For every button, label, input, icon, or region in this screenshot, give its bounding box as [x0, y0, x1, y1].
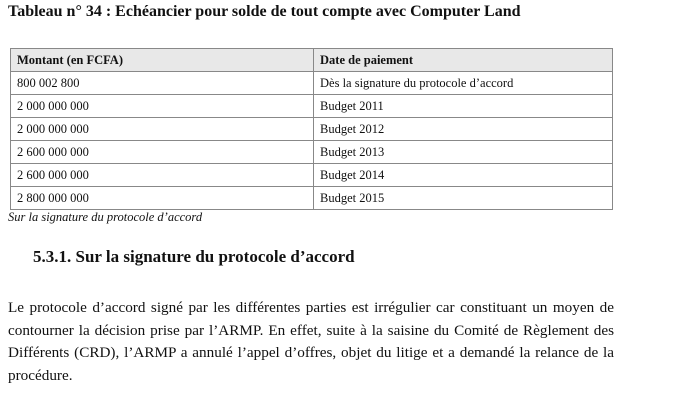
- table-header-row: [11, 49, 613, 72]
- payment-date-cell: Budget 2015: [314, 187, 613, 210]
- header-payment-date: Date de paiement: [314, 49, 613, 72]
- amount-cell: 2 000 000 000: [11, 118, 314, 141]
- payment-date-cell: Budget 2013: [314, 141, 613, 164]
- section-heading: 5.3.1. Sur la signature du protocole d’accord: [33, 247, 355, 266]
- amount-cell: 2 600 000 000: [11, 164, 314, 187]
- table-row: [11, 141, 613, 164]
- header-amount: Montant (en FCFA): [11, 49, 314, 72]
- amount-cell: 800 002 800: [11, 72, 314, 95]
- payment-schedule-table: [10, 48, 613, 210]
- amount-cell: 2 800 000 000: [11, 187, 314, 210]
- payment-date-cell: Budget 2014: [314, 164, 613, 187]
- payment-date-cell: Budget 2012: [314, 118, 613, 141]
- table-row: [11, 118, 613, 141]
- payment-date-cell: Budget 2011: [314, 95, 613, 118]
- amount-cell: 2 000 000 000: [11, 95, 314, 118]
- table-row: [11, 95, 613, 118]
- body-paragraph: Le protocole d’accord signé par les différentes parties est irrégulier car constituant un moyen de contourner la décision prise par l’ARMP. En effet, suite à la saisine du Comité de Règlement des Différents (CRD), l’ARMP a annulé l’appel d’offres, objet du litige et a demandé la relance de la procédure.: [8, 299, 614, 384]
- table-row: [11, 164, 613, 187]
- table-row: [11, 72, 613, 95]
- amount-cell: 2 600 000 000: [11, 141, 314, 164]
- table-title: Tableau n° 34 : Echéancier pour solde de tout compte avec Computer Land: [8, 3, 521, 20]
- table-caption: Sur la signature du protocole d’accord: [8, 210, 203, 224]
- payment-date-cell: Dès la signature du protocole d’accord: [314, 72, 613, 95]
- table-row: [11, 187, 613, 210]
